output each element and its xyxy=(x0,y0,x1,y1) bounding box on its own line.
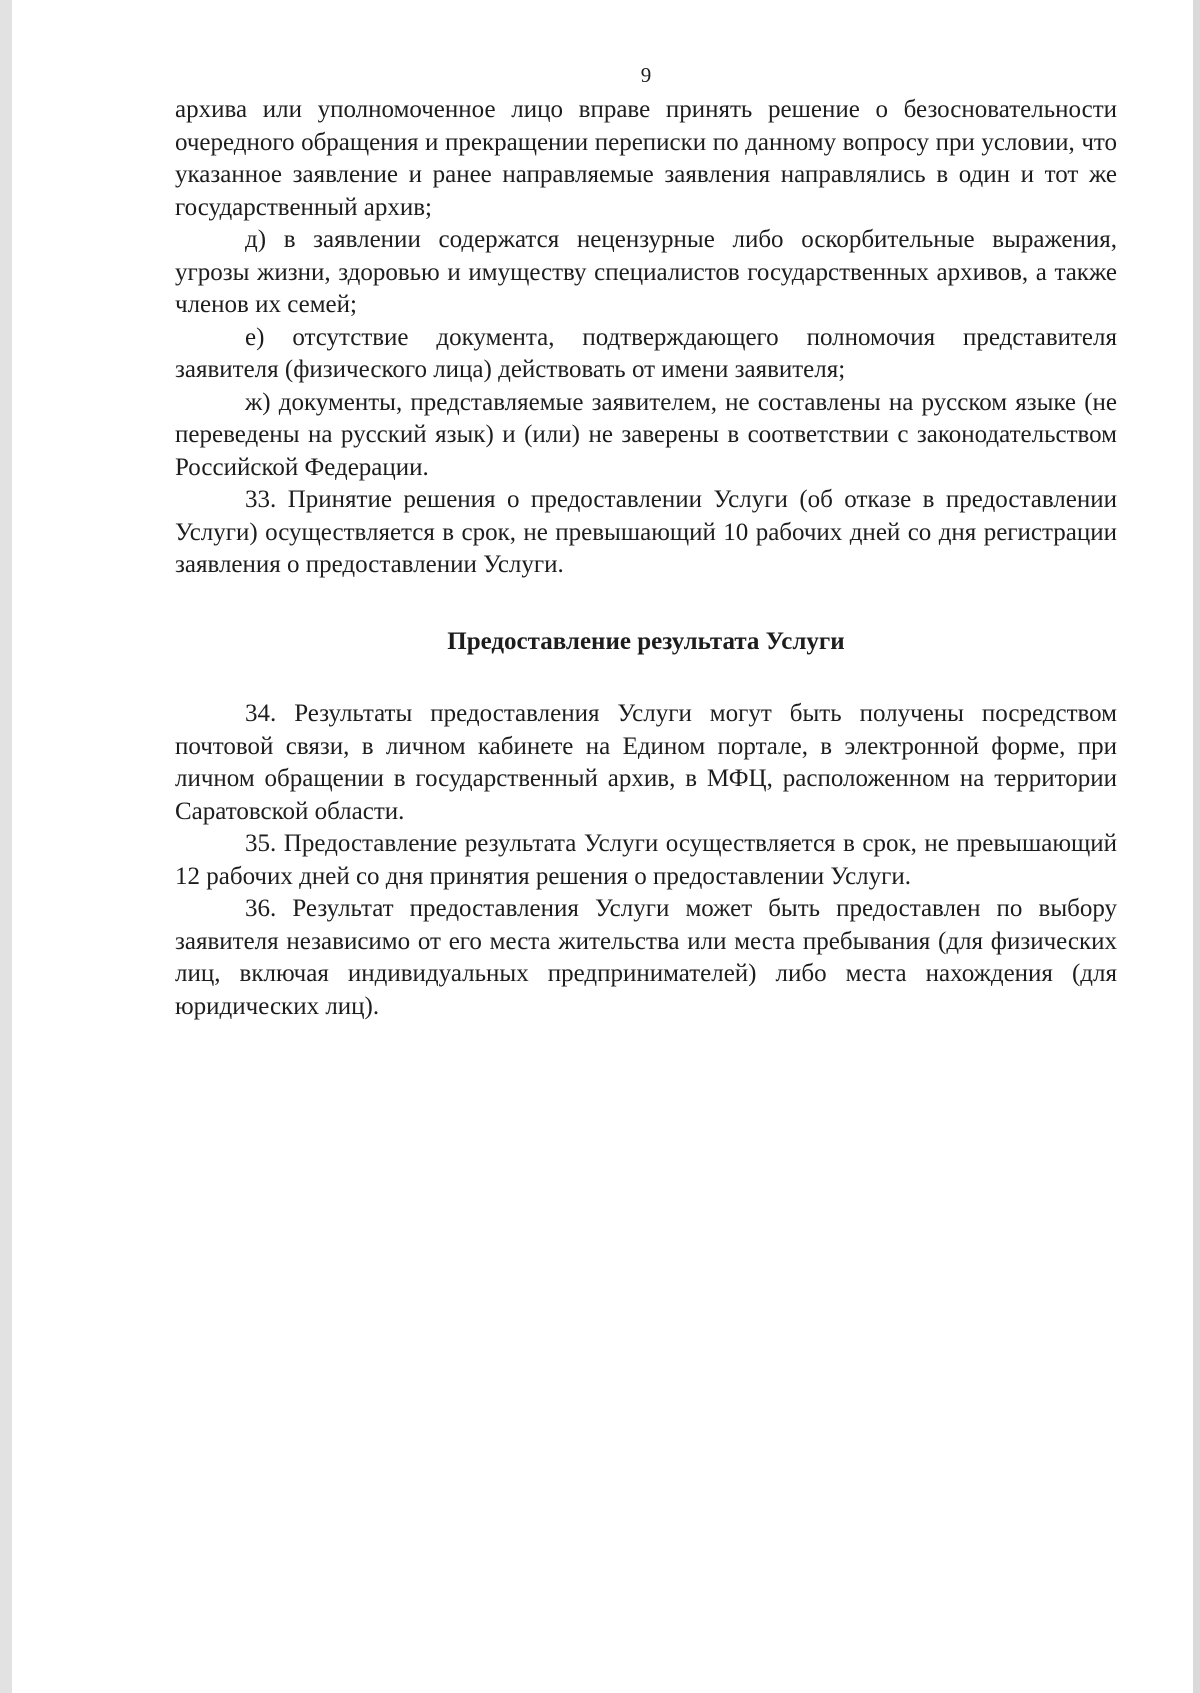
item-text-34: Результаты предоставления Услуги могут быть получены посредством почтовой связи, в личном кабинете на Едином портале, в электронной форме, при личном обращении в государственный архив, в МФЦ, расположенном на территории Саратовской области. xyxy=(175,700,1117,825)
page-number: 9 xyxy=(640,63,652,87)
item-text-36: Результат предоставления Услуги может быть предоставлен по выбору заявителя независимо от его места жительства или места пребывания (для физических лиц, включая индивидуальных предпринимателей) либо места нахождения (для юридических лиц). xyxy=(175,895,1118,1020)
scan-edge-right xyxy=(1193,0,1200,1693)
item-text-33: Принятие решения о предоставлении Услуги (об отказе в предоставлении Услуги) осуществляется в срок, не превышающий 10 рабочих дней со дня регистрации заявления о предоставлении Услуги. xyxy=(175,486,1118,578)
paragraph-36 xyxy=(175,893,1117,1023)
paragraph-item-d: д) в заявлении содержатся нецензурные либо оскорбительные выражения, угрозы жизни, здоровью и имуществу специалистов государственных архивов, а также членов их семей; xyxy=(175,226,1117,318)
paragraph-continuation: архива или уполномоченное лицо вправе принять решение о безосновательности очередного обращения и прекращении переписки по данному вопросу при условии, что указанное заявление и ранее направляемые заявления направлялись в один и тот же государственный архив; xyxy=(175,96,1117,221)
item-text-35: Предоставление результата Услуги осуществляется в срок, не превышающий 12 рабочих дней со дня принятия решения о предоставлении Услуги. xyxy=(175,830,1118,890)
paragraph-item-e: е) отсутствие документа, подтверждающего полномочия представителя заявителя (физического лица) действовать от имени заявителя; xyxy=(175,323,1117,383)
paragraph-33 xyxy=(175,484,1117,582)
item-number-36: 36. xyxy=(245,895,277,922)
section-heading: Предоставление результата Услуги xyxy=(447,627,845,655)
item-number-34: 34. xyxy=(245,700,277,727)
paragraph-34 xyxy=(175,698,1117,828)
document-page xyxy=(175,60,1117,1023)
paragraph-35 xyxy=(175,828,1117,893)
item-number-33: 33. xyxy=(245,486,277,513)
item-number-35: 35. xyxy=(245,830,277,857)
scan-edge-left xyxy=(0,0,12,1693)
paragraph-item-zh: ж) документы, представляемые заявителем, не составлены на русском языке (не переведены на русский язык) и (или) не заверены в соответствии с законодательством Российской Федерации. xyxy=(175,388,1117,481)
